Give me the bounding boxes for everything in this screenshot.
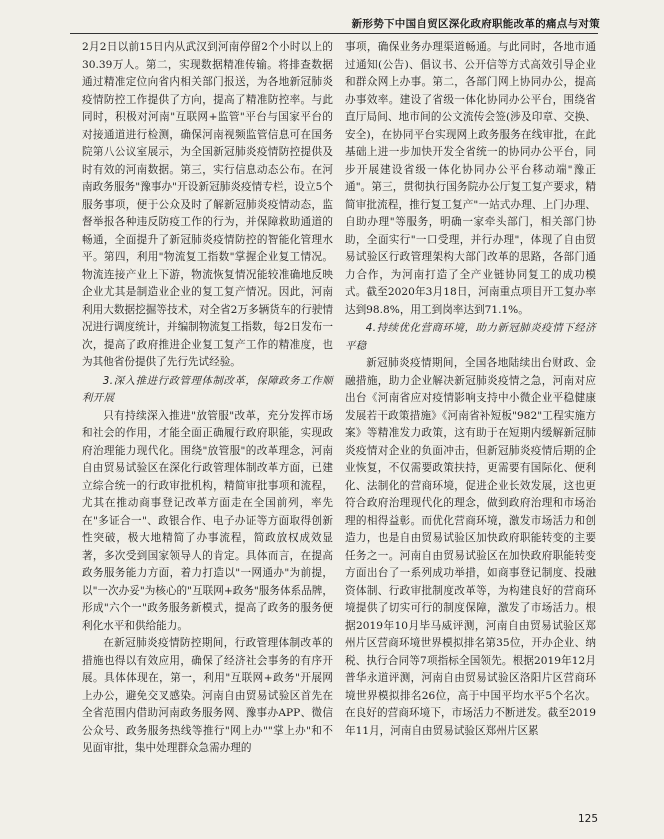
right-text-column bbox=[345, 39, 596, 740]
section-heading: 4.持续优化营商环境，助力新冠肺炎疫情下经济平稳 bbox=[345, 322, 596, 352]
paragraph: 只有持续深入推进"放管服"改革，充分发挥市场和社会的作用，才能全面正确履行政府职能，实现政府治理能力现代化。围绕"放管服"的改革理念，河南自由贸易试验区在深化行政管理体制改革方面，已建立综合统一的行政审批机构，精简审批事项和流程，尤其在推动商事登记改革方面走在全国前列，率先在"多证合一"、政银合作、电子办证等方面取得创新性突破，极大地精简了办事流程，简政放权成效显著，多次受到国家领导人的肯定。具体而言，在提高政务服务能力方面，着力打造以"一网通办"为前提，以"一次办妥"为核心的"互联网+政务"服务体系品牌，形成"六个一"政务服务新模式，提高了政务的服务便利化水平和供给能力。 bbox=[82, 409, 333, 632]
paragraph: 新冠肺炎疫情期间，全国各地陆续出台财政、金融措施，助力企业解决新冠肺炎疫情之急，河南对应出台《河南省应对疫情影响支持中小微企业平稳健康发展若干政策措施》《河南省补短板"982"工程实施方案》等精准发力政策，这有助于在短期内缓解新冠肺炎疫情对企业的负面冲击，但新冠肺炎疫情后期的企业恢复，不仅需要政策扶持，更需要有国际化、便利化、法制化的营商环境，促进企业长效发展，这也更符合政府治理现代化的理念，做到政府治理和市场治理的相得益彰。而优化营商环境，激发市场活力和创造力，也是自由贸易试验区加快政府职能转变的主要任务之一。河南自由贸易试验区在加快政府职能转变方面出台了一系列成功举措，如商事登记制度、投融资体制、行政审批制度改革等，为构建良好的营商环境提供了切实可行的制度保障，激发了市场活力。根据2019年10月毕马威评测，河南自由贸易试验区郑州片区营商环境世界模拟排名第35位，开办企业、纳税、执行合同等7项指标全国领先。根据2019年12月普华永道评测，河南自由贸易试验区洛阳片区营商环境世界模拟排名26位，高于中国平均水平5个名次。在良好的营商环境下，市场活力不断迸发。截至2019年11月，河南自由贸易试验区郑州片区累 bbox=[345, 357, 596, 737]
header-divider bbox=[70, 33, 598, 34]
paragraph: 事项，确保业务办理渠道畅通。与此同时，各地市通过通知(公告)、倡议书、公开信等方式高效引导企业和群众网上办事。第二，各部门网上协同办公，提高办事效率。建设了省级一体化协同办公平台，围绕省直厅局间、地市间的公文流传会签(涉及印章、交换、安全)，在协同平台实现网上政务服务在线审批，在此基础上进一步加快开发全省统一的协同办公平台，同步开展建设省级一体化协同办公平台移动端"豫正通"。第三，贯彻执行国务院办公厅复工复产要求，精简审批流程，推行复工复产"一站式办理、上门办理、自助办理"等服务，明确一家牵头部门，相关部门协助，全面实行"一口受理，并行办理"，体现了自由贸易试验区行政管理架构大部门改革的思路，各部门通力合作，为河南打造了全产业链协同复工的成功模式。截至2020年3月18日，河南重点项目开工复办率达到98.8%，用工到岗率达到71.1%。 bbox=[345, 41, 596, 316]
paragraph: 在新冠肺炎疫情防控期间，行政管理体制改革的措施也得以有效应用，确保了经济社会事务的有序开展。具体体现在，第一，利用"互联网+政务"开展网上办公，避免交叉感染。河南自由贸易试验区首先在全省范围内借助河南政务服务网、豫事办APP、微信公众号、政务服务热线等推行"网上办""掌上办"和不见面审批，集中处理群众急需办理的 bbox=[82, 637, 333, 754]
page-number: 125 bbox=[577, 813, 598, 825]
paragraph: 2月2日以前15日内从武汉到河南停留2个小时以上的30.39万人。第二，实现数据精准传输。将排查数据通过精准定位向省内相关部门报送，为各地新冠肺炎疫情防控工作提供了方向，提高了精准防控率。与此同时，积极对河南"互联网+监管"平台与国家平台的对接通道进行检测，确保河南视频监管信息可在国务院第八公议室展示，为全国新冠肺炎疫情防控提供及时有效的河南数据。第三，实行信息动态公布。在河南政务服务"豫事办"开设新冠肺炎疫情专栏，设立5个服务事项，便于公众及时了解新冠肺炎疫情动态，监督举报各种违反防疫工作的行为，并保障救助通道的畅通，全面提升了新冠肺炎疫情防控的智能化管理水平。第四，利用"物流复工指数"掌握企业复工情况。物流连接产业上下游，物流恢复情况能较准确地反映企业尤其是制造业企业的复工复产情况。因此，河南利用大数据挖掘等技术，对全省2万多辆货车的行驶情况进行调度统计，并编制物流复工指数，每2日发布一次，提高了政府推进企业复工复产工作的精准度，也为其他省份提供了先行先试经验。 bbox=[82, 41, 333, 368]
running-header-title: 新形势下中国自贸区深化政府职能改革的痛点与对策 bbox=[351, 18, 600, 30]
left-text-column bbox=[82, 39, 333, 758]
section-heading: 3.深入推进行政管理体制改革，保障政务工作顺利开展 bbox=[82, 374, 333, 404]
